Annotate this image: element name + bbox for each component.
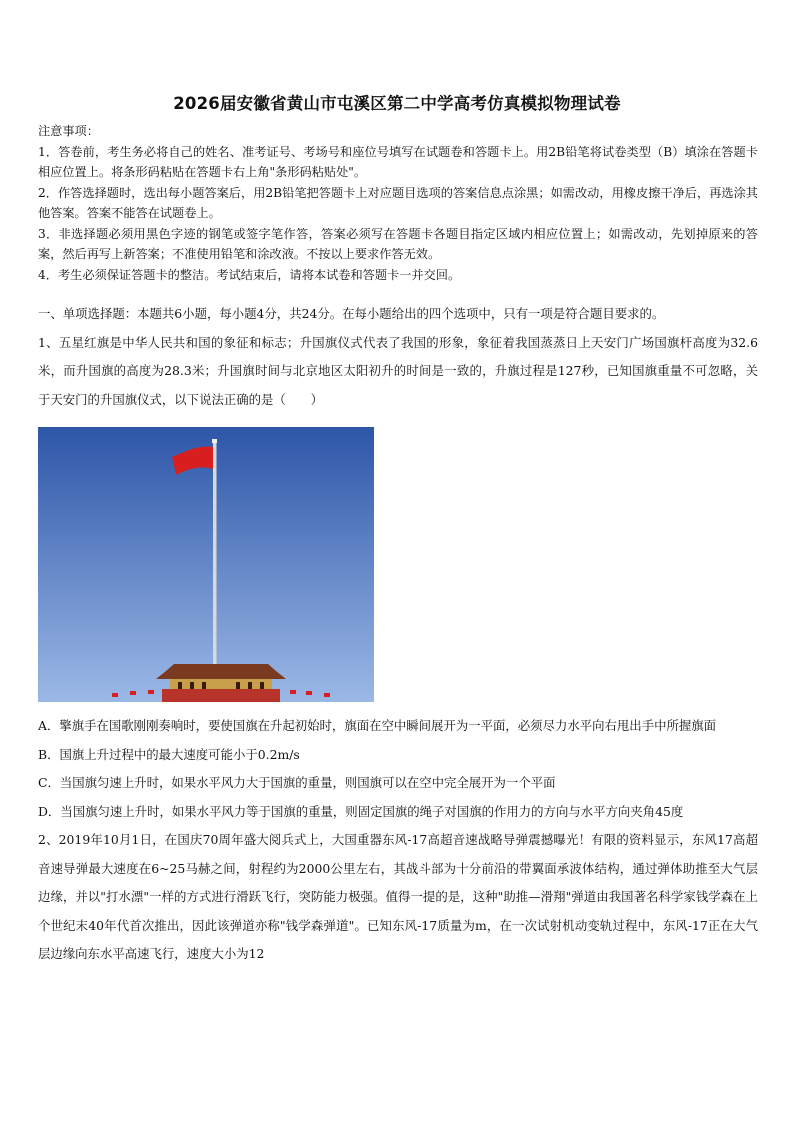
notice-item-1: 1．答卷前，考生务必将自己的姓名、准考证号、考场号和座位号填写在试题卷和答题卡上。用2B铅笔将试卷类型（B）填涂在答题卡相应位置上。将条形码粘贴在答题卡右上角"条形码粘贴处"。: [38, 144, 758, 179]
question-2-stem: 2、2019年10月1日，在国庆70周年盛大阅兵式上，大国重器东风-17高超音速战略导弹震撼曝光！有限的资料显示，东风17高超音速导弹最大速度在6~25马赫之间，射程约为2000公里左右，其战斗部为十分前沿的带翼面承波体结构，通过弹体助推至大气层边缘，并以"打水漂"一样的方式进行滑跃飞行，突防能力极强。值得一提的是，这种"助推—滑翔"弹道由我国著名科学家钱学森在上个世纪末40年代首次推出，因此该弹道亦称"钱学森弹道"。已知东风-17质量为m，在一次试射机动变轨过程中，东风-17正在大气层边缘向东水平高速飞行，速度大小为12: [38, 832, 758, 961]
notice-item-3: 3．非选择题必须用黑色字迹的钢笔或签字笔作答，答案必须写在答题卡各题目指定区域内相应位置上；如需改动，先划掉原来的答案，然后再写上新答案；不准使用铅笔和涂改液。不按以上要求作答无效。: [38, 226, 758, 261]
notice-section: [38, 121, 758, 285]
exam-title: 2026届安徽省黄山市屯溪区第二中学高考仿真模拟物理试卷: [173, 94, 621, 113]
tiananmen-gate: [156, 664, 286, 702]
notice-heading: 注意事项：: [38, 124, 99, 138]
option-a: A．擎旗手在国歌刚刚奏响时，要使国旗在升起初始时，旗面在空中瞬间展开为一平面，必须尽力水平向右甩出手中所握旗面: [38, 718, 717, 733]
flag-pole-top: [212, 439, 217, 443]
tiananmen-flag-image: [38, 427, 374, 702]
notice-item-2: 2．作答选择题时，选出每小题答案后，用2B铅笔把答题卡上对应题目选项的答案信息点涂黑；如需改动，用橡皮擦干净后，再选涂其他答案。答案不能答在试题卷上。: [38, 185, 758, 220]
section-1-heading: 一、单项选择题：本题共6小题，每小题4分，共24分。在每小题给出的四个选项中，只有一项是符合题目要求的。: [38, 306, 665, 321]
question-1-stem: 1、五星红旗是中华人民共和国的象征和标志；升国旗仪式代表了我国的形象，象征着我国蒸蒸日上天安门广场国旗杆高度为32.6米，而升国旗的高度为28.3米；升国旗时间与北京地区太阳初升的时间是一致的，升旗过程是127秒，已知国旗重量不可忽略，关于天安门的升国旗仪式，以下说法正确的是（ ）: [38, 334, 758, 407]
option-d: D．当国旗匀速上升时，如果水平风力等于国旗的重量，则固定国旗的绳子对国旗的作用力的方向与水平方向夹角45度: [38, 803, 684, 819]
question-1-block: [38, 300, 758, 414]
question-1-options: [38, 712, 758, 969]
flag-pole: [213, 441, 217, 702]
flag-photo: [38, 427, 374, 702]
notice-item-4: 4．考生必须保证答题卡的整洁。考试结束后，请将本试卷和答题卡一并交回。: [38, 267, 461, 282]
option-c: C．当国旗匀速上升时，如果水平风力大于国旗的重量，则国旗可以在空中完全展开为一个平面: [38, 775, 556, 790]
sky-background: [38, 427, 374, 702]
option-b: B．国旗上升过程中的最大速度可能小于0.2m/s: [38, 746, 300, 762]
